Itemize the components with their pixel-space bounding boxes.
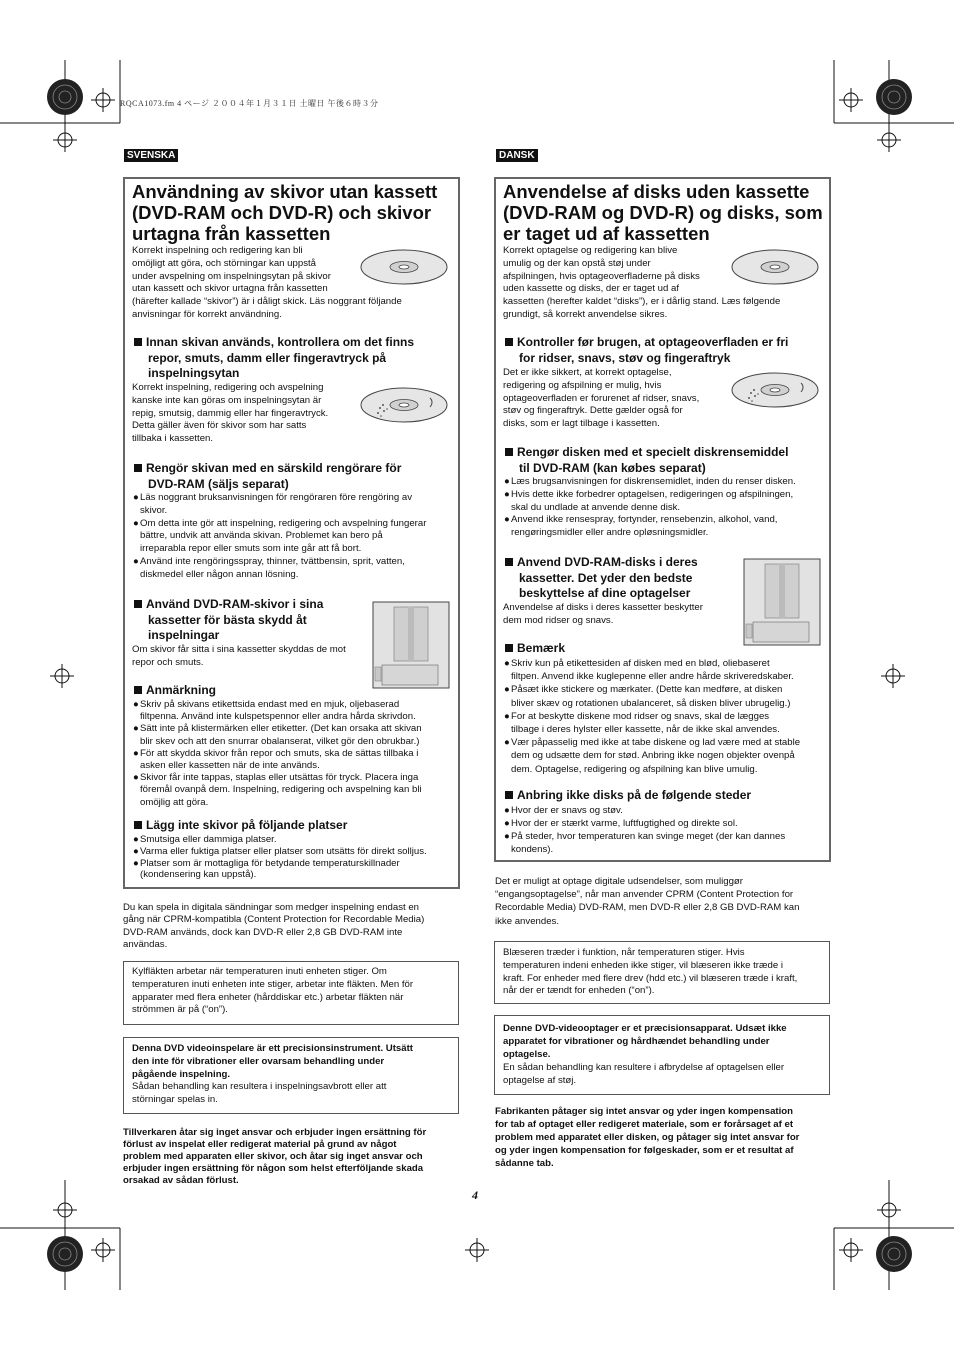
dansk-section-cassette: Anvend DVD-RAM-disks i deres kassetter. Det yder den bedste beskyttelse af dine optagelser (505, 555, 698, 602)
svenska-intro: Korrekt inspelning och redigering kan bli omöjligt att göra, och störningar kan uppstå under avspelning om inspelningsytan på skivor utan kassett och skivor urtagna från kassetten (härefter kallade “skivor”) är i dåligt skick. Läs noggrant följande anvisningar för korrekt användning. (132, 245, 402, 320)
language-tag-svenska: SVENSKA (124, 149, 178, 162)
svenska-disclaimer: Tillverkaren åtar sig inget ansvar och erbjuder ingen ersättning för förlust av inspelat eller redigerat material på grund av något problem med apparaten eller skivor, och åtar sig inget ansvar och erbjuder ingen ersättning för någon som helst efterföljande skada orsakad av sådan förlust. (123, 1127, 427, 1186)
cassette-illustration (372, 601, 450, 689)
dansk-fan-note: Blæseren træder i funktion, når temperaturen stiger. Hvis temperaturen indeni enheden ikke stiger, vil blæseren ikke træde i kraft. For enheder med flere drev (hdd etc.) vil blæseren træde i kraft, når der er tændt for enheden (“on”). (494, 941, 830, 1004)
dirty-disc-illustration (731, 369, 823, 413)
bullet-square-icon (134, 600, 142, 608)
bullet-square-icon (505, 558, 513, 566)
svenska-note-bullets: ● Skriv på skivans etikettsida endast med en mjuk, oljebaserad filtpenna. Använd inte kulspetspennor eller andra hårda skrivdon. ● Sätt inte på klistermärken eller etiketter. (Det kan orsaka att skivan blir skev och att den snurrar obalanserat, vilket gör den obrukbar.) ● För att skydda skivor från repor och smuts, ska de sättas tillbaka i asken eller kassetten när de inte används. ● Skivor får inte tappas, staplas eller utsättas för tryck. Placera inga föremål ovanpå dem. Inspelning, redigering och avspelning kan bli omöjlig att göra. (133, 699, 422, 808)
disc-illustration (731, 246, 823, 290)
bullet-square-icon (134, 464, 142, 472)
dansk-section-clean: Rengør disken med et specielt diskrensemiddel til DVD-RAM (kan købes separat) (505, 445, 788, 476)
page-number: 4 (472, 1188, 478, 1202)
svenska-clean-bullets: ● Läs noggrant bruksanvisningen för rengöraren före rengöring av skivor. ● Om detta inte gör att inspelning, redigering och avspelning fungerar bättre, undvik att använda skivan. Problemet kan bero på irreparabla repor eller smuts som inte går att få bort. ● Använd inte rengöringsspray, thinner, tvättbensin, sprit, vatten, diskmedel eller någon annan lösning. (133, 492, 427, 580)
dansk-section-places: Anbring ikke disks på de følgende steder (505, 788, 751, 804)
dansk-intro: Korrekt optagelse og redigering kan blive umulig og der kan opstå støj under afspilningen, hvis optageoverfladerne på disks uden kassette og disks, der er taget ud af kassetten (herefter kaldet “disks”), er i dårlig stand. Læs følgende grundigt, så korrekt anvendelse sikres. (503, 245, 781, 320)
svenska-places-bullets: ● Smutsiga eller dammiga platser. ● Varma eller fuktiga platser eller platser som utsätts för direkt solljus. ● Platser som är mottagliga för betydande temperaturskillnader (kondensering kan uppstå). (133, 834, 427, 881)
bullet-square-icon (505, 644, 513, 652)
file-header: RQCA1073.fm 4 ページ ２００４年１月３１日 土曜日 午後６時３分 (120, 99, 379, 108)
dansk-cprm-paragraph: Det er muligt at optage digitale udsendelser, som muliggør “engangsoptagelse”, når man anvender CPRM (Content Protection for Recordable Media) DVD-RAM, men DVD-R eller 2,8 GB DVD-RAM kan ikke anvendes. (495, 876, 800, 927)
dirty-disc-illustration (360, 384, 452, 428)
dansk-clean-bullets: ● Læs brugsanvisningen for diskrensemidlet, inden du renser disken. ● Hvis dette ikke forbedrer optagelsen, redigeringen og afspilningen, skal du undlade at anvende denne disk. ● Anvend ikke rensespray, fortynder, rensebenzin, alkohol, vand, rengøringsmidler eller andre opløsningsmidler. (504, 476, 796, 539)
disc-illustration (360, 246, 452, 290)
svenska-cassette-body: Om skivor får sitta i sina kassetter skyddas de mot repor och smuts. (132, 644, 346, 668)
svenska-title: Användning av skivor utan kassett (DVD-RAM och DVD-R) och skivor urtagna från kassetten (132, 181, 438, 244)
svenska-section-clean: Rengör skivan med en särskild rengörare för DVD-RAM (säljs separat) (134, 461, 401, 492)
svenska-fan-note: Kylfläkten arbetar när temperaturen inuti enheten stiger. Om temperaturen inuti enheten inte stiger, arbetar inte fläkten. Men för apparater med flera enheter (hårddiskar etc.) arbetar fläkten när strömmen är på (“on”). (123, 961, 459, 1025)
bullet-square-icon (505, 791, 513, 799)
svenska-precision-note: Denna DVD videoinspelare är ett precisionsinstrument. Utsätt den inte för vibrationer eller ovarsam behandling under pågående inspelning. Sådan behandling kan resultera i inspelningsavbrott eller att störningar spelas in. (123, 1037, 459, 1114)
svenska-section-places: Lägg inte skivor på följande platser (134, 818, 347, 834)
bullet-square-icon (505, 448, 513, 456)
bullet-square-icon (505, 338, 513, 346)
cassette-illustration (743, 558, 821, 646)
dansk-section-note: Bemærk (505, 641, 565, 657)
svenska-section-note: Anmärkning (134, 683, 216, 699)
svenska-section-check: Innan skivan används, kontrollera om det finns repor, smuts, damm eller fingeravtryck på inspelningsytan (134, 335, 414, 382)
dansk-disclaimer: Fabrikanten påtager sig intet ansvar og yder ingen kompensation for tab af optaget eller redigeret materiale, som er forårsaget af et problem med apparatet eller disken, og påtager sig intet ansvar for og yder ingen kompensation for følgeskader, som er et resultat af sådanne tab. (495, 1106, 800, 1169)
dansk-places-bullets: ● Hvor der er snavs og støv. ● Hvor der er stærkt varme, luftfugtighed og direkte sol. ● På steder, hvor temperaturen kan svinge meget (der kan dannes kondens). (504, 805, 786, 855)
bullet-square-icon (134, 686, 142, 694)
dansk-check-body: Det er ikke sikkert, at korrekt optagelse, redigering og afspilning er mulig, hvis optageoverfladen er forurenet af ridser, snavs, støv og fingeraftryk. Dette gælder også for disks, som er lagt tilbage i kassetten. (503, 367, 700, 430)
dansk-cassette-body: Anvendelse af disks i deres kassetter beskytter dem mod ridser og snavs. (503, 602, 703, 626)
bullet-square-icon (134, 338, 142, 346)
dansk-section-check: Kontroller før brugen, at optageoverfladen er fri for ridser, snavs, støv og fingeraftryk (505, 335, 788, 366)
language-tag-dansk: DANSK (496, 149, 538, 162)
svenska-section-cassette: Använd DVD-RAM-skivor i sina kassetter för bästa skydd åt inspelningar (134, 597, 323, 644)
dansk-title: Anvendelse af disks uden kassette (DVD-RAM og DVD-R) og disks, som er taget ud af kassetten (503, 181, 823, 244)
dansk-note-bullets: ● Skriv kun på etikettesiden af disken med en blød, oliebaseret filtpen. Anvend ikke kuglepenne eller andre hårde skriveredskaber. ● Påsæt ikke stickere og mærkater. (Dette kan medføre, at disken bliver skæv og rotationen ubalanceret, så disken bliver ubrugelig.) ● For at beskytte diskene mod ridser og snavs, skal de lægges tilbage i deres hylster eller kassette, når de ikke skal anvendes. ● Vær påpasselig med ikke at tabe diskene og lad være med at stable dem og udsætte dem for stød. Anbring ikke nogen objekter ovenpå dem. Optagelse, redigering og afspilning kan blive umulig. (504, 658, 801, 775)
svenska-check-body: Korrekt inspelning, redigering och avspelning kanske inte kan göras om inspelningsytan är repig, smutsig, dammig eller har fingeravtryck. Detta gäller även för skivor som har satts tillbaka i kassetten. (132, 382, 329, 445)
bullet-square-icon (134, 821, 142, 829)
dansk-precision-note: Denne DVD-videooptager er et præcisionsapparat. Udsæt ikke apparatet for vibrationer og hårdhændet behandling under optagelse. En sådan behandling kan resultere i afbrydelse af optagelsen eller optagelse af støj. (494, 1015, 830, 1095)
svenska-cprm-paragraph: Du kan spela in digitala sändningar som medger inspelning endast en gång när CPRM-kompatibla (Content Protection for Recordable Media) DVD-RAM används, dock kan DVD-R eller 2,8 GB DVD-RAM inte användas. (123, 902, 425, 950)
